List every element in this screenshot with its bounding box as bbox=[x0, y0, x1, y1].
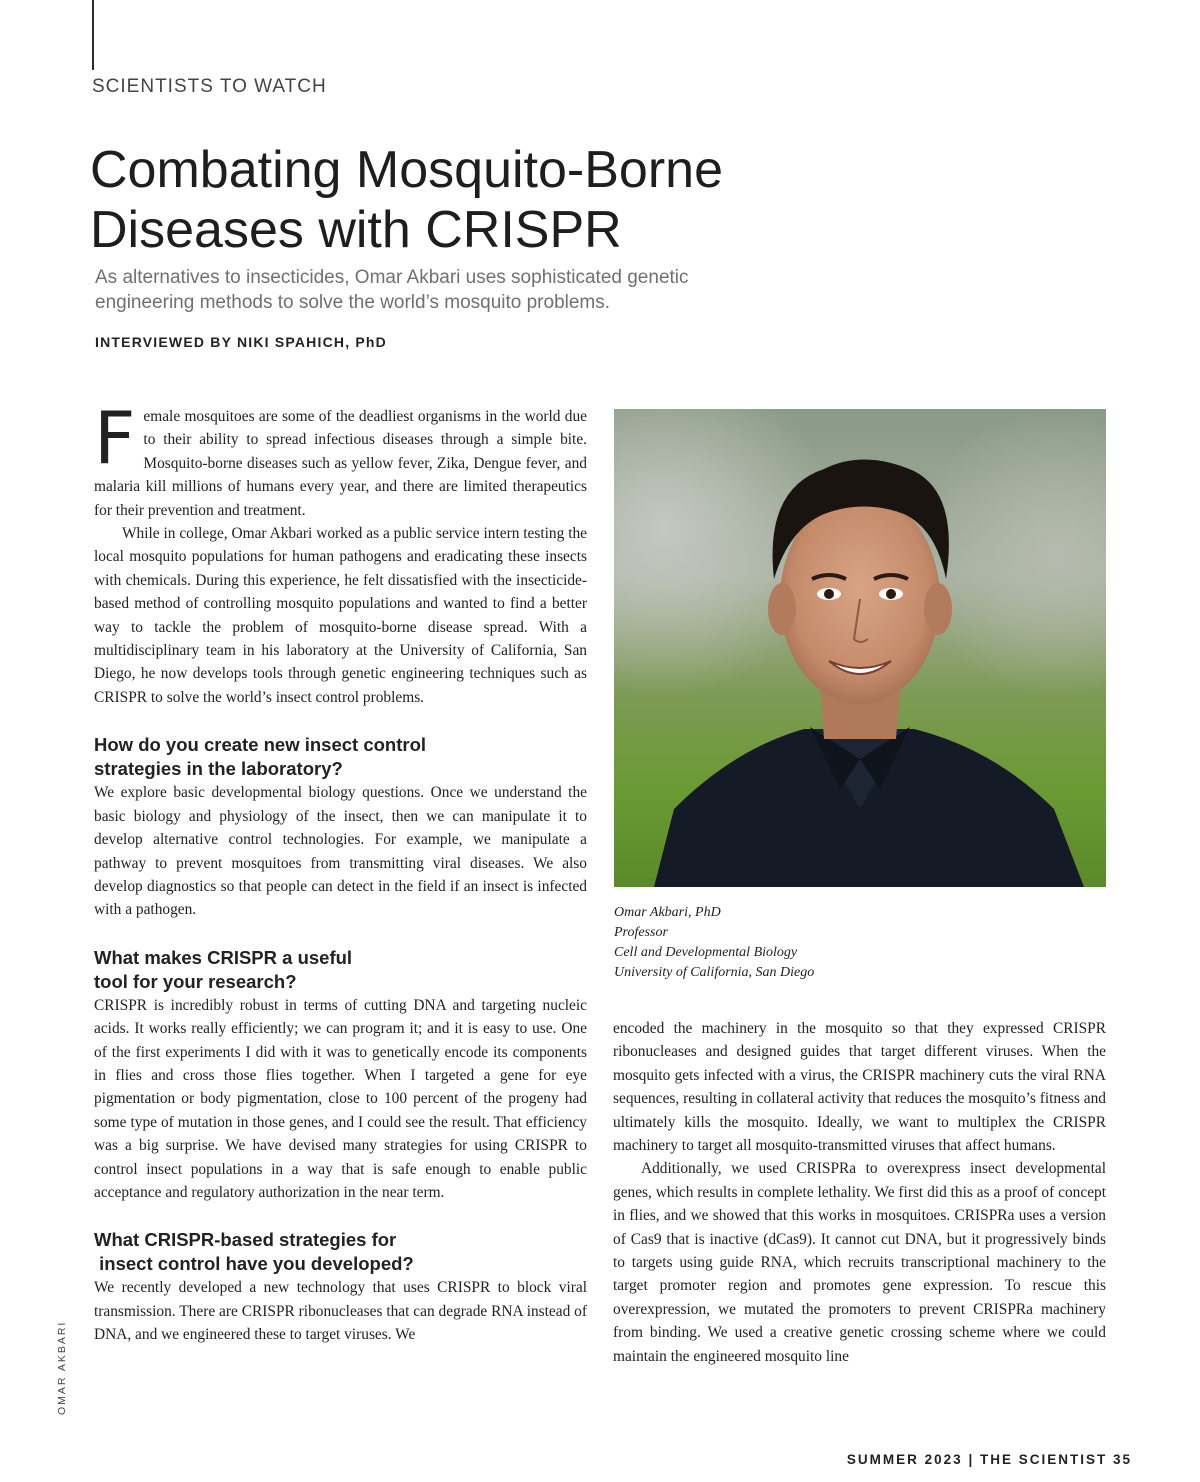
right-column bbox=[613, 1017, 1106, 1368]
question-3-line-1: What CRISPR-based strategies for bbox=[94, 1229, 397, 1251]
drop-cap: F bbox=[94, 396, 136, 480]
right-paragraph-2: Additionally, we used CRISPRa to overexpress insect developmental genes, which results in complete lethality. We first did this as a proof of concept in flies, and we showed that this works in mosquitoes. CRISPRa uses a version of Cas9 that is inactive (dCas9). It cannot cut DNA, but it progressively binds to targets using guide RNA, which recruits transcriptional machinery to the target promoter region and promotes gene expression. To rescue this overexpression, we mutated the promoters to prevent CRISPRa machinery from binding. We used a creative genetic crossing scheme where we could maintain the engineered mosquito line bbox=[613, 1160, 1106, 1365]
article-deck bbox=[95, 265, 855, 315]
question-1-line-1: How do you create new insect control bbox=[94, 734, 427, 756]
caption-name: Omar Akbari, PhD bbox=[614, 905, 721, 920]
intro-paragraph-2: While in college, Omar Akbari worked as a public service intern testing the local mosquito populations for human pathogens and eradicating these insects with chemicals. During this experience, he felt dissatisfied with the insecticide-based method of controlling mosquito populations and wanted to find a better way to tackle the problem of mosquito-borne disease spread. With a multidisciplinary team in his laboratory at the University of California, San Diego, he now develops tools through genetic engineering techniques such as CRISPR to solve the world’s insect control problems. bbox=[94, 525, 587, 706]
answer-3: We recently developed a new technology that uses CRISPR to block viral transmission. There are CRISPR ribonucleases that can degrade RNA instead of DNA, and we engineered these to target viruses. We bbox=[94, 1279, 587, 1344]
question-2-heading bbox=[94, 946, 587, 994]
question-1-heading bbox=[94, 733, 587, 781]
caption-institution: University of California, San Diego bbox=[614, 965, 815, 980]
answer-1: We explore basic developmental biology questions. Once we understand the basic biology and physiology of the insect, then we can manipulate it to develop alternative control technologies. For example, we manipulate a pathway to prevent mosquitoes from transmitting viral diseases. We also develop diagnostics so that people can detect in the field if an insect is infected with a pathogen. bbox=[94, 784, 587, 919]
question-2-line-1: What makes CRISPR a useful bbox=[94, 946, 353, 968]
photo-credit bbox=[54, 1300, 74, 1420]
page-footer: SUMMER 2023 | THE SCIENTIST 35 bbox=[846, 1452, 1132, 1467]
question-2-line-2: tool for your research? bbox=[94, 970, 297, 992]
caption-department: Cell and Developmental Biology bbox=[614, 945, 798, 960]
title-line-1: Combating Mosquito-Borne bbox=[90, 141, 723, 199]
section-label: SCIENTISTS TO WATCH bbox=[92, 76, 327, 97]
left-column bbox=[94, 396, 587, 1347]
question-1-line-2: strategies in the laboratory? bbox=[94, 758, 343, 780]
deck-line-1: As alternatives to insecticides, Omar Akbari uses sophisticated genetic bbox=[95, 267, 689, 288]
intro-paragraph-1 bbox=[94, 396, 587, 522]
photo-caption bbox=[614, 903, 814, 983]
article-title bbox=[90, 140, 850, 260]
title-line-2: Diseases with CRISPR bbox=[90, 201, 622, 259]
answer-2: CRISPR is incredibly robust in terms of cutting DNA and targeting nucleic acids. It works really efficiently; we can program it; and it is easy to use. One of the first experiments I did with it was to genetically encode its components in flies and cross those flies together. When I targeted a gene for eye pigmentation or body pigmentation, close to 100 percent of the progeny had some type of mutation in those genes, and I could see the result. That efficiency was a big surprise. We have devised many strategies for using CRISPR to control insect populations in a way that is safe enough to enable public acceptance and regulatory authorization in the near term. bbox=[94, 996, 587, 1201]
right-paragraph-1: encoded the machinery in the mosquito so that they expressed CRISPR ribonucleases and designed guides that target different viruses. When the mosquito gets infected with a virus, the CRISPR machinery cuts the viral RNA sequences, resulting in collateral activity that reduces the mosquito’s fitness and ultimately kills the mosquito. Ideally, we want to multiplex the CRISPR machinery to target all mosquito-transmitted viruses that affect humans. bbox=[613, 1020, 1106, 1155]
question-3-heading bbox=[94, 1228, 587, 1276]
photo-credit-text: OMAR AKBARI bbox=[56, 1320, 68, 1415]
header-rule bbox=[92, 0, 94, 70]
deck-line-2: engineering methods to solve the world’s mosquito problems. bbox=[95, 292, 611, 313]
question-3-line-2: insect control have you developed? bbox=[94, 1253, 414, 1275]
intro-paragraph-1-text: emale mosquitoes are some of the deadliest organisms in the world due to their ability to spread infectious diseases through a simple bite. Mosquito-borne diseases such as yellow fever, Zika, Dengue fever, and malaria kill millions of humans every year, and there are limited therapeutics for their prevention and treatment. bbox=[94, 408, 587, 519]
portrait-photo bbox=[614, 409, 1106, 887]
byline: INTERVIEWED BY NIKI SPAHICH, PhD bbox=[95, 334, 387, 350]
caption-title: Professor bbox=[614, 925, 668, 940]
